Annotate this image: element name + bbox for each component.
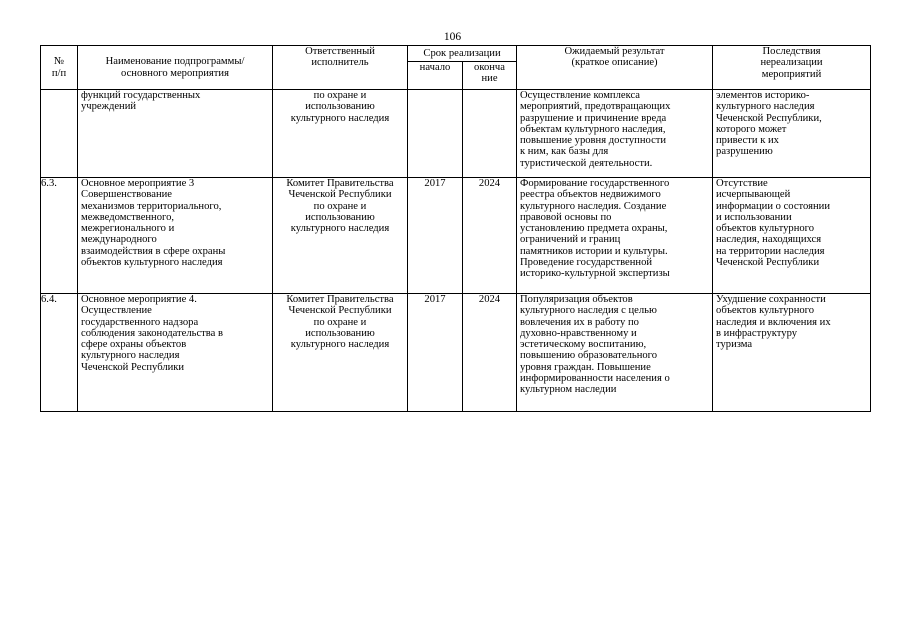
row-result: Формирование государственного реестра объектов недвижимого культурного наследия. Создание правовой основы по установлению предмета охраны, ограничений и границ памятников истории и культуры. Проведение государственной историко-культурной экспертизы [517,178,713,294]
table-row [41,294,871,412]
header-executor: Ответственный исполнитель [273,46,408,90]
row-consequences: Ухудшение сохранности объектов культурного наследия и включения их в инфраструктуру туризма [713,294,871,412]
table-row [41,90,871,178]
row-result: Осуществление комплекса мероприятий, предотвращающих разрушение и причинение вреда объектам культурного наследия, повышение уровня доступности к ним, как базы для туристической деятельности. [517,90,713,178]
row-start: 2017 [408,178,463,294]
row-executor: Комитет Правительства Чеченской Республики по охране и использованию культурного наследия [273,178,408,294]
row-num [41,90,78,178]
row-consequences: Отсутствие исчерпывающей информации о состоянии и использовании объектов культурного наследия, находящихся на территории наследия Чеченской Республики [713,178,871,294]
header-consequences: Последствия нереализации мероприятий [713,46,871,90]
row-start: 2017 [408,294,463,412]
row-start [408,90,463,178]
page-number: 106 [443,31,462,43]
row-executor: по охране и использованию культурного наследия [273,90,408,178]
header-result: Ожидаемый результат (краткое описание) [517,46,713,90]
header-name: Наименование подпрограммы/ основного мероприятия [78,46,273,90]
row-result: Популяризация объектов культурного наследия с целью вовлечения их в работу по духовно-нравственному и эстетическому воспитанию, повышению образовательного уровня граждан. Повышение информированности населения о культурном наследии [517,294,713,412]
table-header-row [41,46,871,62]
row-name: Основное мероприятие 4. Осуществление государственного надзора соблюдения законодательства в сфере охраны объектов культурного наследия Чеченской Республики [78,294,273,412]
row-name: Основное мероприятие 3 Совершенствование механизмов территориального, межведомственного, межрегионального и международного взаимодействия в сфере охраны объектов культурного наследия [78,178,273,294]
row-name: функций государственных учреждений [78,90,273,178]
header-num: № п/п [41,46,78,90]
table-row [41,178,871,294]
row-end: 2024 [463,294,517,412]
row-end: 2024 [463,178,517,294]
program-activities-table [40,45,871,412]
header-start: начало [408,62,463,90]
row-num: 6.4. [41,294,78,412]
row-num: 6.3. [41,178,78,294]
row-end [463,90,517,178]
header-period: Срок реализации [408,46,517,62]
header-end: оконча ние [463,62,517,90]
row-consequences: элементов историко- культурного наследия Чеченской Республики, которого может привести к их разрушению [713,90,871,178]
row-executor: Комитет Правительства Чеченской Республики по охране и использованию культурного наследия [273,294,408,412]
